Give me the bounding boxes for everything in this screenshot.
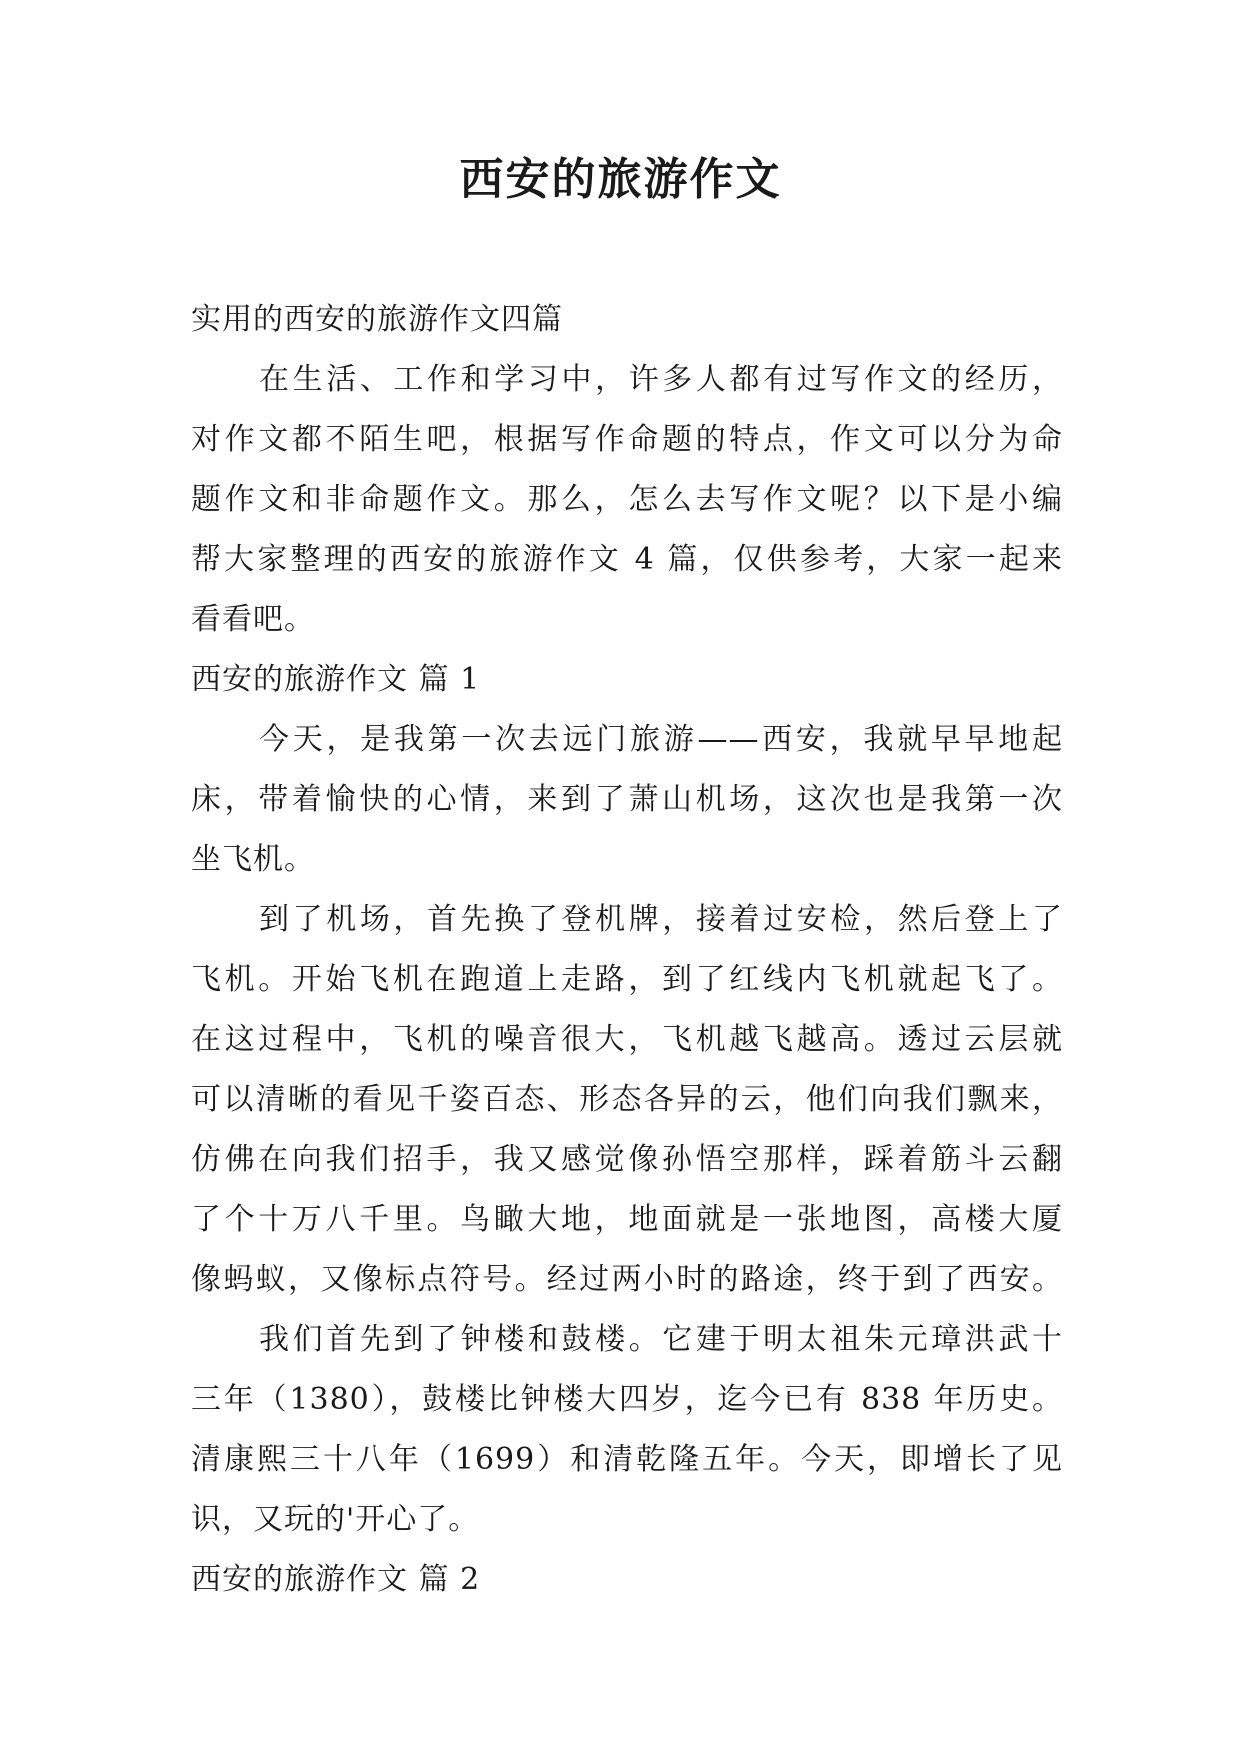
- text-line: 坐飞机。: [191, 842, 315, 877]
- document-body: [191, 290, 1063, 1610]
- text-line: 题作文和非命题作文。那么，怎么去写作文呢？以下是小编: [191, 482, 1063, 517]
- text-line: 像蚂蚁，又像标点符号。经过两小时的路途，终于到了西安。: [191, 1262, 1063, 1297]
- document-title: 西安的旅游作文: [459, 154, 782, 205]
- text-line: 可以清晰的看见千姿百态、形态各异的云，他们向我们飘来，: [191, 1082, 1063, 1117]
- document-subtitle: 实用的西安的旅游作文四篇: [191, 302, 563, 337]
- text-line: 了个十万八千里。鸟瞰大地，地面就是一张地图，高楼大厦: [191, 1202, 1063, 1237]
- text-line: 西安的旅游作文 篇 1: [191, 662, 481, 697]
- text-line: 床，带着愉快的心情，来到了萧山机场，这次也是我第一次: [191, 782, 1063, 817]
- text-line: 帮大家整理的西安的旅游作文 4 篇，仅供参考，大家一起来: [191, 542, 1063, 577]
- text-line: 对作文都不陌生吧，根据写作命题的特点，作文可以分为命: [191, 422, 1063, 457]
- text-line: 识，又玩的'开心了。: [191, 1502, 480, 1537]
- text-line: 飞机。开始飞机在跑道上走路，到了红线内飞机就起飞了。: [191, 962, 1063, 997]
- text-lines: [191, 350, 1063, 1610]
- text-line: 西安的旅游作文 篇 2: [191, 1562, 481, 1597]
- text-line: 今天，是我第一次去远门旅游——西安，我就早早地起: [259, 722, 1063, 757]
- text-line: 到了机场，首先换了登机牌，接着过安检，然后登上了: [259, 902, 1063, 937]
- text-line: 在这过程中，飞机的噪音很大，飞机越飞越高。透过云层就: [191, 1022, 1063, 1057]
- text-line: 仿佛在向我们招手，我又感觉像孙悟空那样，踩着筋斗云翻: [191, 1142, 1063, 1177]
- text-line: 三年（1380），鼓楼比钟楼大四岁，迄今已有 838 年历史。: [191, 1382, 1063, 1417]
- text-line: 清康熙三十八年（1699）和清乾隆五年。今天，即增长了见: [191, 1442, 1063, 1477]
- text-line: 看看吧。: [191, 602, 315, 637]
- text-line: 我们首先到了钟楼和鼓楼。它建于明太祖朱元璋洪武十: [259, 1322, 1063, 1357]
- text-line: 在生活、工作和学习中，许多人都有过写作文的经历，: [259, 362, 1063, 397]
